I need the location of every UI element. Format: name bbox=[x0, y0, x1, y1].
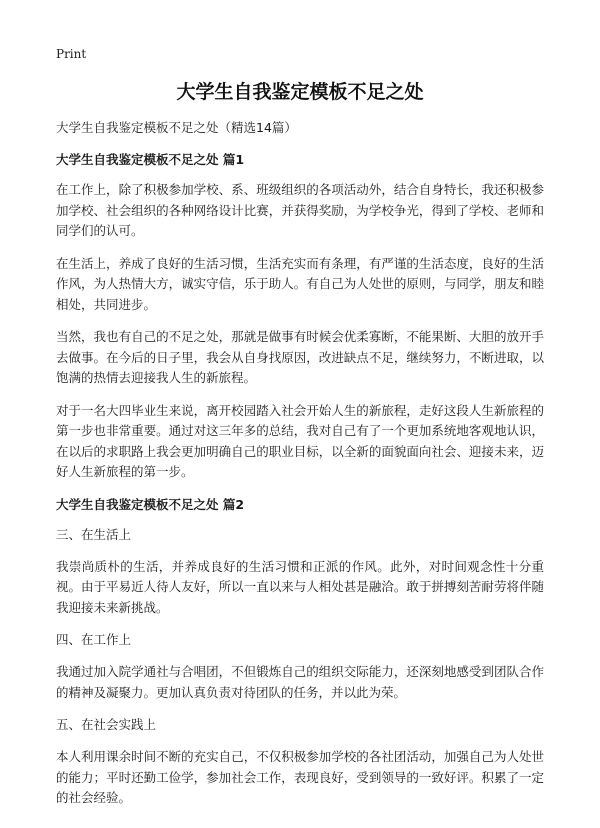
document-body bbox=[56, 118, 544, 821]
print-label: Print bbox=[56, 47, 87, 61]
section-heading: 大学生自我鉴定模板不足之处 篇2 bbox=[56, 496, 245, 512]
section-heading: 大学生自我鉴定模板不足之处 篇1 bbox=[56, 152, 245, 167]
sub-heading: 五、在社会实践上 bbox=[56, 717, 157, 732]
sub-heading: 四、在工作上 bbox=[56, 632, 132, 647]
paragraph: 对于一名大四毕业生来说，离开校园踏入社会开始人生的新旅程，走好这段人生新旅程的第一步也非常重要。通过对这三年多的总结，我对自己有了一个更加系统地客观地认识，在以后的求职路上我会更加明确自己的职业目标，以全新的面貌面向社会、迎接未来，迈好人生新旅程的第一步。 bbox=[56, 402, 544, 479]
paragraph: 在工作上，除了积极参加学校、系、班级组织的各项活动外，结合自身特长，我还积极参加学校、社会组织的各种网络设计比赛，并获得奖励，为学校争光，得到了学校、老师和同学们的认可。 bbox=[56, 182, 544, 238]
paragraph: 我崇尚质朴的生活，并养成良好的生活习惯和正派的作风。此外，对时间观念性十分重视。由于平易近人待人友好，所以一直以来与人相处甚是融洽。敢于拼搏刻苦耐劳将伴随我迎接未来新挑战。 bbox=[56, 558, 544, 615]
paragraph: 我通过加入院学通社与合唱团，不但锻炼自己的组织交际能力，还深刻地感受到团队合作的精神及凝聚力。更加认真负责对待团队的任务，并以此为荣。 bbox=[56, 664, 544, 700]
paragraph: 当然，我也有自己的不足之处，那就是做事有时候会优柔寡断，不能果断、大胆的放开手去做事。在今后的日子里，我会从自身找原因，改进缺点不足，继续努力，不断进取，以饱满的热情去迎接我人生的新旅程。 bbox=[56, 329, 544, 385]
document-subtitle: 大学生自我鉴定模板不足之处（精选14篇） bbox=[56, 120, 297, 135]
section-1 bbox=[56, 150, 544, 483]
paragraph: 本人利用课余时间不断的充实自己，不仅积极参加学校的各社团活动，加强自己为人处世的能力；平时还勤工俭学，参加社会工作，表现良好，受到领导的一致好评。积累了一定的社会经验。 bbox=[56, 749, 544, 805]
paragraph: 在生活上，养成了良好的生活习惯，生活充实而有条理，有严谨的生活态度，良好的生活作风，为人热情大方，诚实守信，乐于助人。有自己为人处世的原则，与同学，朋友和睦相处，共同进步。 bbox=[56, 255, 544, 312]
document-title: 大学生自我鉴定模板不足之处 bbox=[176, 81, 424, 103]
section-2 bbox=[56, 495, 544, 809]
sub-heading: 三、在生活上 bbox=[56, 526, 132, 542]
